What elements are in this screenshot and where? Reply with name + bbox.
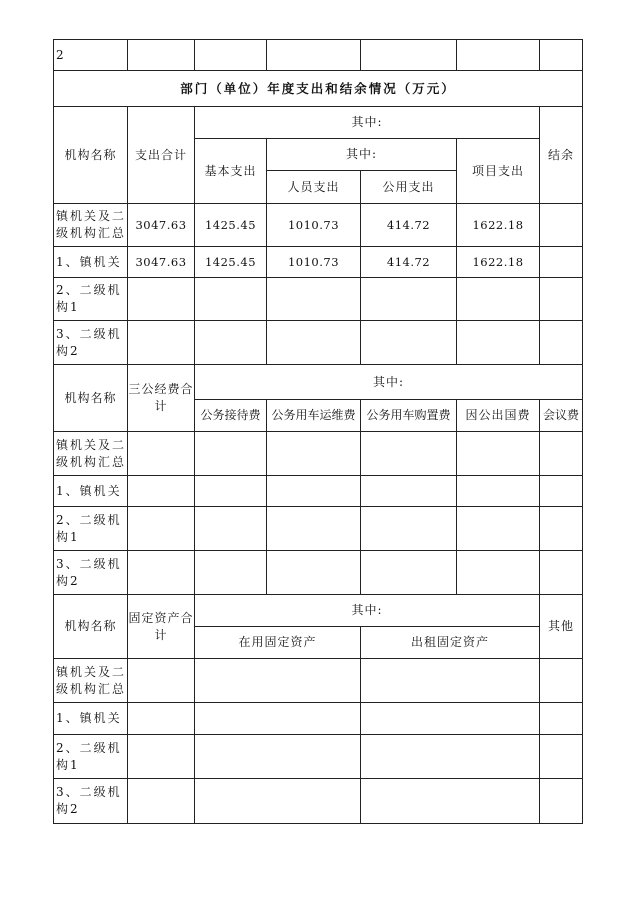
org-name: 1、镇机关 — [54, 703, 128, 735]
personnel-cell: 1010.73 — [267, 247, 361, 278]
header-meeting: 会议费 — [540, 400, 583, 432]
header-abroad: 因公出国费 — [457, 400, 540, 432]
header-three-public-total: 三公经费合计 — [128, 365, 195, 432]
header-in-use: 在用固定资产 — [195, 627, 361, 659]
org-name: 镇机关及二级机构汇总 — [54, 432, 128, 476]
header-of-which-sub: 其中: — [267, 139, 457, 171]
personnel-cell — [267, 278, 361, 321]
header-reception: 公务接待费 — [195, 400, 267, 432]
table-row — [54, 735, 583, 779]
org-name: 镇机关及二级机构汇总 — [54, 659, 128, 703]
header-org-name: 机构名称 — [54, 365, 128, 432]
table-row — [54, 476, 583, 507]
balance-cell — [540, 247, 583, 278]
header-fixed-assets-total: 固定资产合计 — [128, 595, 195, 659]
header-vehicle-maint: 公务用车运维费 — [267, 400, 361, 432]
basic-cell — [195, 321, 267, 365]
header-basic: 基本支出 — [195, 139, 267, 204]
table-row — [54, 432, 583, 476]
org-name: 1、镇机关 — [54, 476, 128, 507]
header-of-which: 其中: — [195, 107, 540, 139]
personnel-cell — [267, 321, 361, 365]
balance-cell — [540, 204, 583, 247]
project-cell — [457, 321, 540, 365]
total-cell — [128, 321, 195, 365]
header-leased: 出租固定资产 — [361, 627, 540, 659]
org-name: 镇机关及二级机构汇总 — [54, 204, 128, 247]
header-of-which: 其中: — [195, 595, 540, 627]
report-table — [53, 39, 583, 824]
table-row — [54, 659, 583, 703]
org-name: 3、二级机构2 — [54, 779, 128, 824]
balance-cell — [540, 278, 583, 321]
header-org-name: 机构名称 — [54, 595, 128, 659]
header-total: 支出合计 — [128, 107, 195, 204]
header-public: 公用支出 — [361, 171, 457, 204]
public-cell: 414.72 — [361, 204, 457, 247]
public-cell: 414.72 — [361, 247, 457, 278]
org-name: 2、二级机构1 — [54, 507, 128, 551]
org-name: 3、二级机构2 — [54, 321, 128, 365]
section-title: 部门（单位）年度支出和结余情况（万元） — [54, 71, 583, 107]
table-row — [54, 703, 583, 735]
basic-cell: 1425.45 — [195, 247, 267, 278]
header-org-name: 机构名称 — [54, 107, 128, 204]
org-name: 3、二级机构2 — [54, 551, 128, 595]
header-of-which: 其中: — [195, 365, 583, 400]
basic-cell: 1425.45 — [195, 204, 267, 247]
table-row — [54, 204, 583, 247]
org-name: 2、二级机构1 — [54, 278, 128, 321]
header-balance: 结余 — [540, 107, 583, 204]
org-name: 1、镇机关 — [54, 247, 128, 278]
balance-cell — [540, 321, 583, 365]
header-project: 项目支出 — [457, 139, 540, 204]
header-vehicle-purchase: 公务用车购置费 — [361, 400, 457, 432]
org-name: 2、二级机构1 — [54, 735, 128, 779]
table-row — [54, 507, 583, 551]
table-row — [54, 779, 583, 824]
project-cell: 1622.18 — [457, 204, 540, 247]
header-other: 其他 — [540, 595, 583, 659]
total-cell: 3047.63 — [128, 247, 195, 278]
row-label: 2 — [54, 40, 128, 71]
table-row — [54, 278, 583, 321]
project-cell — [457, 278, 540, 321]
total-cell — [128, 278, 195, 321]
total-cell: 3047.63 — [128, 204, 195, 247]
public-cell — [361, 278, 457, 321]
header-personnel: 人员支出 — [267, 171, 361, 204]
project-cell: 1622.18 — [457, 247, 540, 278]
table-row — [54, 551, 583, 595]
basic-cell — [195, 278, 267, 321]
table-row — [54, 321, 583, 365]
table-row — [54, 40, 583, 71]
public-cell — [361, 321, 457, 365]
table-row — [54, 247, 583, 278]
personnel-cell: 1010.73 — [267, 204, 361, 247]
